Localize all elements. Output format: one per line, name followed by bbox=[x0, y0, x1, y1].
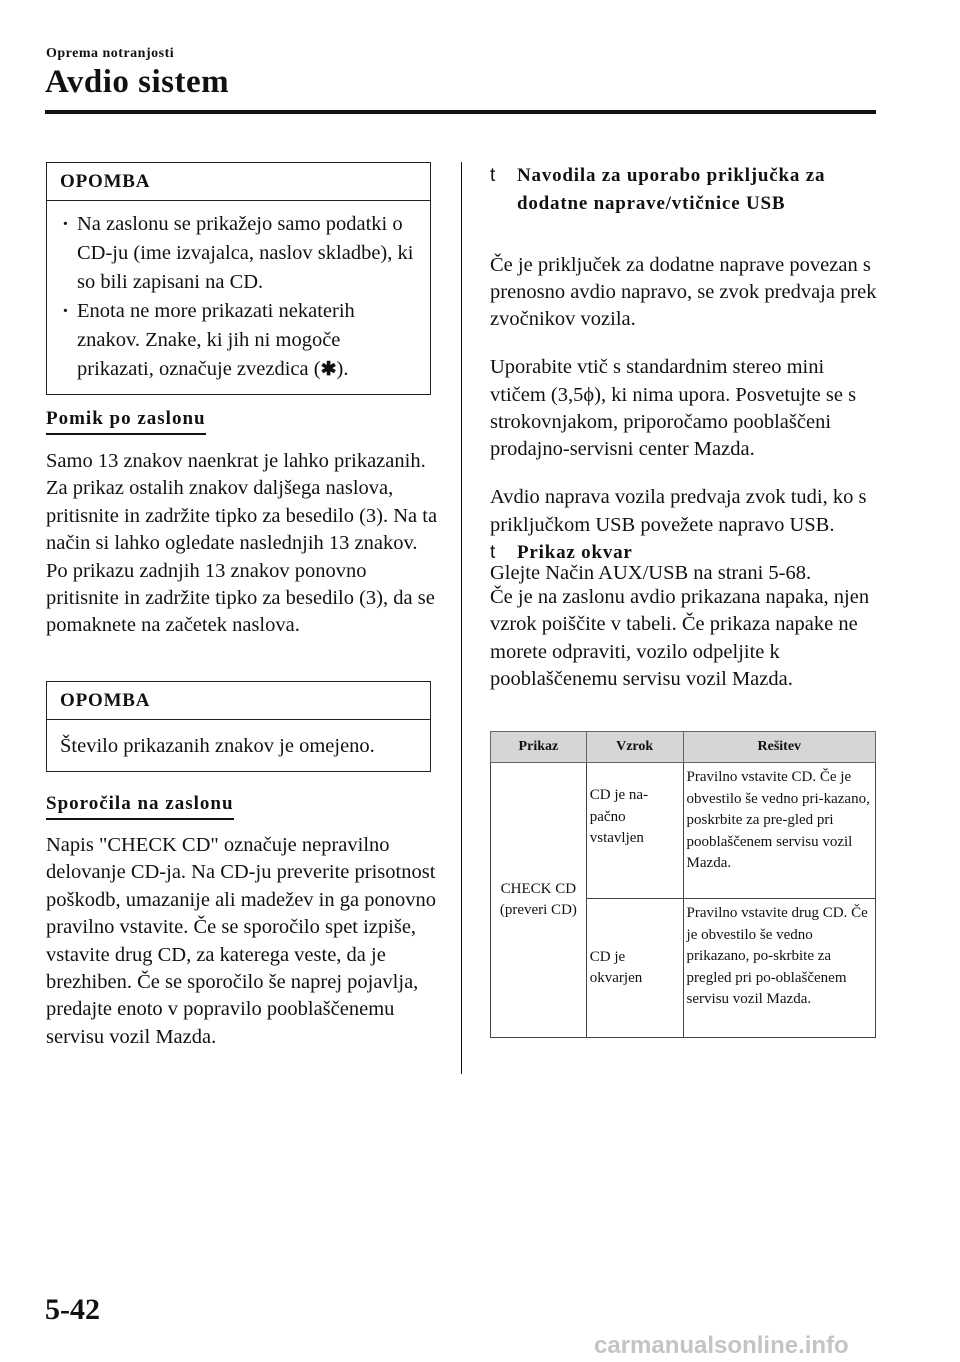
column-divider bbox=[461, 162, 462, 1074]
usb-p4: Glejte Način AUX/USB na strani 5-68. bbox=[490, 561, 812, 584]
table-row bbox=[491, 763, 876, 899]
usb-p3: Avdio naprava vozila predvaja zvok tudi, ko s priključkom USB povežete napravo USB. bbox=[490, 486, 867, 536]
page-number: 5-42 bbox=[45, 1293, 100, 1326]
cause-cell: CD je okvarjen bbox=[586, 899, 683, 1038]
faults-paragraph: Če je na zaslonu avdio prikazana napaka, njen vzrok poiščite v tabeli. Če prikaza napake ne morete odpraviti, vozilo odpeljite k pooblaščenemu servisu vozil Mazda. bbox=[490, 586, 870, 691]
usb-p2: Uporabite vtič s standardnim stereo mini vtičem (3,5ϕ), ki nima upora. Posvetujte se s strokovnjakom, priporočamo pooblaščeni prodajno-servisni center Mazda. bbox=[490, 356, 857, 461]
note-heading: OPOMBA bbox=[47, 163, 430, 201]
cause-cell: CD je na-pačno vstavljen bbox=[586, 763, 683, 899]
usb-p1: Če je priključek za dodatne naprave povezan s prenosno avdio napravo, se zvok predvaja prek zvočnikov vozila. bbox=[490, 253, 877, 331]
usb-heading: t Navodila za uporabo priključka za dodatne naprave/vtičnice USB bbox=[490, 162, 880, 218]
faults-heading: t Prikaz okvar bbox=[490, 539, 880, 567]
column-header-display: Prikaz bbox=[491, 732, 587, 763]
note-box-display-info bbox=[46, 162, 431, 395]
watermark: carmanualsonline.info bbox=[594, 1332, 849, 1359]
header-divider bbox=[45, 110, 876, 114]
diameter-symbol: ϕ bbox=[583, 383, 595, 406]
section-bullet-icon: t bbox=[490, 165, 497, 186]
scroll-paragraph: Samo 13 znakov naenkrat je lahko prikazanih. Za prikaz ostalih znakov daljšega naslova, pritisnite in zadržite tipko za besedilo (3). Na ta način si lahko ogledate naslednjih 13 znakov. Po prikazu zadnjih 13 znakov ponovno pritisnite in zadržite tipko za besedilo (3), da se pomaknete na začetek naslova. bbox=[46, 450, 438, 637]
note-heading: OPOMBA bbox=[47, 682, 430, 720]
note-box-char-limit bbox=[46, 681, 431, 772]
chapter-title: Avdio sistem bbox=[45, 64, 230, 100]
fault-table bbox=[490, 731, 876, 1038]
section-bullet-icon: t bbox=[490, 542, 497, 563]
asterisk-icon: ✱ bbox=[320, 359, 337, 380]
section-label: Oprema notranjosti bbox=[46, 46, 175, 61]
display-cell: CHECK CD (preveri CD) bbox=[491, 763, 587, 1038]
solution-cell: Pravilno vstavite drug CD. Če je obvestilo še vedno prikazano, po-skrbite za pregled pri po-oblaščenem servisu vozil Mazda. bbox=[683, 899, 875, 1038]
messages-paragraph: Napis "CHECK CD" označuje nepravilno delovanje CD-ja. Na CD-ju preverite prisotnost poškodb, umazanije ali madežev in ga ponovno pravilno vstavite. Če se sporočilo spet izpiše, vstavite drug CD, za katerega veste, da je brezhiben. Če se sporočilo še naprej pojavlja, predajte enoto v popravilo pooblaščenemu servisu vozil Mazda. bbox=[46, 834, 436, 1048]
column-header-solution: Rešitev bbox=[683, 732, 875, 763]
note-item-end: ). bbox=[336, 358, 349, 380]
messages-heading: Sporočila na zaslonu bbox=[46, 793, 234, 820]
column-header-cause: Vzrok bbox=[586, 732, 683, 763]
note-item-text: Enota ne more prikazati nekaterih znakov. Znake, ki jih ni mogoče prikazati, označuje zvezdica ( bbox=[77, 300, 355, 380]
scroll-heading: Pomik po zaslonu bbox=[46, 408, 206, 435]
solution-cell: Pravilno vstavite CD. Če je obvestilo še vedno pri-kazano, poskrbite za pre-gled pri pooblaščenem servisu vozil Mazda. bbox=[683, 763, 875, 899]
note-text: Število prikazanih znakov je omejeno. bbox=[60, 735, 375, 757]
note-item: · Na zaslonu se prikažejo samo podatki o CD-ju (ime izvajalca, naslov skladbe), ki so bili zapisani na CD. bbox=[60, 210, 418, 297]
note-item bbox=[60, 297, 418, 384]
